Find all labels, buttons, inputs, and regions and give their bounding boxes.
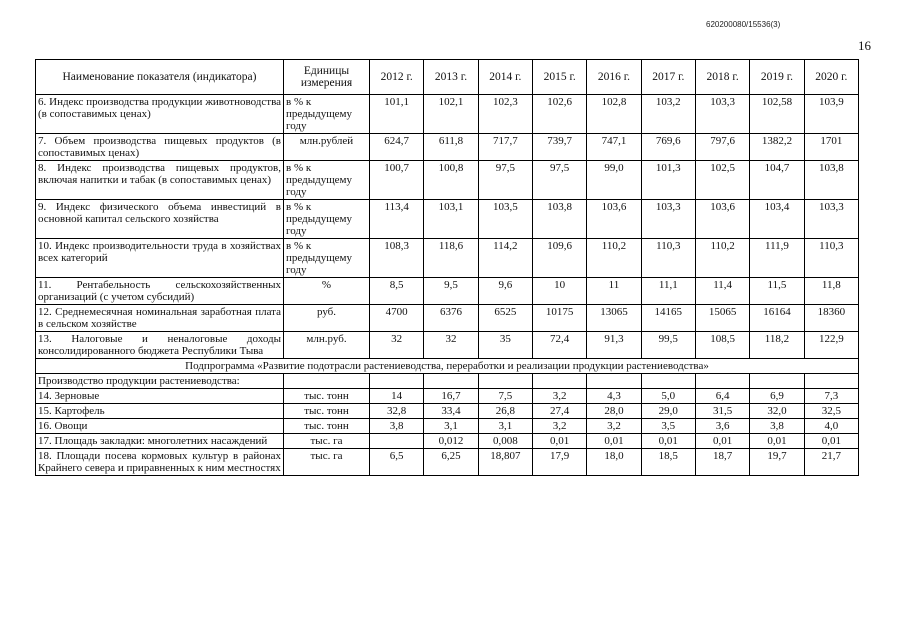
indicator-value: 114,2 — [478, 239, 532, 278]
indicator-value: 3,8 — [750, 419, 804, 434]
indicator-value: 15065 — [695, 305, 749, 332]
indicator-value: 1701 — [804, 134, 858, 161]
indicator-value: 110,3 — [641, 239, 695, 278]
indicator-value: 611,8 — [424, 134, 478, 161]
indicator-name: 6. Индекс производства продукции животноводства (в сопоставимых ценах) — [36, 95, 284, 134]
indicator-value: 32,5 — [804, 404, 858, 419]
indicator-value: 33,4 — [424, 404, 478, 419]
indicator-value: 26,8 — [478, 404, 532, 419]
indicator-value: 4,3 — [587, 389, 641, 404]
indicator-value: 769,6 — [641, 134, 695, 161]
table-row — [36, 332, 859, 359]
empty-cell — [641, 374, 695, 389]
header-name: Наименование показателя (индикатора) — [36, 60, 284, 95]
indicator-value: 0,012 — [424, 434, 478, 449]
indicator-value: 32 — [370, 332, 424, 359]
indicator-name: 10. Индекс производительности труда в хозяйствах всех категорий — [36, 239, 284, 278]
indicator-value: 109,6 — [532, 239, 586, 278]
indicator-value: 6,9 — [750, 389, 804, 404]
indicator-value: 122,9 — [804, 332, 858, 359]
indicator-value: 103,6 — [695, 200, 749, 239]
indicator-value: 102,6 — [532, 95, 586, 134]
indicator-name: 18. Площади посева кормовых культур в районах Крайнего севера и приравненных к ним местностях — [36, 449, 284, 476]
indicator-value: 6,4 — [695, 389, 749, 404]
indicator-value: 32,0 — [750, 404, 804, 419]
indicator-unit: тыс. га — [284, 449, 370, 476]
indicator-value: 5,0 — [641, 389, 695, 404]
indicator-value: 7,3 — [804, 389, 858, 404]
empty-cell — [370, 374, 424, 389]
indicator-name: 17. Площадь закладки: многолетних насаждений — [36, 434, 284, 449]
indicator-value: 27,4 — [532, 404, 586, 419]
indicator-name: 16. Овощи — [36, 419, 284, 434]
indicator-value: 11,1 — [641, 278, 695, 305]
header-year: 2015 г. — [532, 60, 586, 95]
table-row — [36, 95, 859, 134]
indicator-value: 103,9 — [804, 95, 858, 134]
indicator-value: 747,1 — [587, 134, 641, 161]
indicator-value: 103,3 — [804, 200, 858, 239]
empty-cell — [587, 374, 641, 389]
indicator-value: 3,6 — [695, 419, 749, 434]
indicator-value: 110,2 — [695, 239, 749, 278]
indicator-name: 11. Рентабельность сельскохозяйственных организаций (с учетом субсидий) — [36, 278, 284, 305]
indicator-unit: в % к предыдущему году — [284, 161, 370, 200]
table-row — [36, 305, 859, 332]
indicator-value: 110,2 — [587, 239, 641, 278]
header-year: 2014 г. — [478, 60, 532, 95]
table-row — [36, 161, 859, 200]
indicator-unit: в % к предыдущему году — [284, 200, 370, 239]
indicator-value: 6525 — [478, 305, 532, 332]
indicator-value: 101,1 — [370, 95, 424, 134]
indicator-value: 102,3 — [478, 95, 532, 134]
indicator-value: 118,6 — [424, 239, 478, 278]
indicator-value: 110,3 — [804, 239, 858, 278]
indicator-value: 103,6 — [587, 200, 641, 239]
indicators-table — [35, 59, 859, 476]
indicator-value: 103,3 — [641, 200, 695, 239]
table-row — [36, 404, 859, 419]
indicator-value: 797,6 — [695, 134, 749, 161]
indicator-unit: тыс. тонн — [284, 389, 370, 404]
table-row — [36, 389, 859, 404]
indicator-value: 16164 — [750, 305, 804, 332]
indicator-value: 29,0 — [641, 404, 695, 419]
indicator-value: 0,01 — [804, 434, 858, 449]
indicator-value: 4700 — [370, 305, 424, 332]
indicator-value: 3,5 — [641, 419, 695, 434]
indicator-value: 103,5 — [478, 200, 532, 239]
indicator-value: 14165 — [641, 305, 695, 332]
indicator-value: 0,01 — [587, 434, 641, 449]
indicator-value: 100,8 — [424, 161, 478, 200]
table-row — [36, 419, 859, 434]
indicator-value: 103,1 — [424, 200, 478, 239]
indicator-unit: в % к предыдущему году — [284, 239, 370, 278]
indicator-name: 14. Зерновые — [36, 389, 284, 404]
indicator-value: 18,5 — [641, 449, 695, 476]
indicator-value: 32 — [424, 332, 478, 359]
indicator-value: 72,4 — [532, 332, 586, 359]
indicator-value: 7,5 — [478, 389, 532, 404]
indicator-value: 108,3 — [370, 239, 424, 278]
indicator-value: 9,6 — [478, 278, 532, 305]
indicator-value: 103,2 — [641, 95, 695, 134]
indicator-value: 9,5 — [424, 278, 478, 305]
indicator-value: 16,7 — [424, 389, 478, 404]
indicator-value: 102,8 — [587, 95, 641, 134]
indicator-value: 10175 — [532, 305, 586, 332]
indicator-unit: тыс. тонн — [284, 419, 370, 434]
table-row — [36, 239, 859, 278]
indicator-value: 35 — [478, 332, 532, 359]
subsection-title: Производство продукции растениеводства: — [36, 374, 284, 389]
header-unit: Единицы измерения — [284, 60, 370, 95]
indicator-value: 0,01 — [695, 434, 749, 449]
indicator-value: 21,7 — [804, 449, 858, 476]
header-row — [36, 60, 859, 95]
header-year: 2018 г. — [695, 60, 749, 95]
indicator-value: 0,01 — [641, 434, 695, 449]
empty-cell — [478, 374, 532, 389]
indicator-unit: млн.руб. — [284, 332, 370, 359]
table-row — [36, 134, 859, 161]
indicator-value: 100,7 — [370, 161, 424, 200]
indicator-value: 11,5 — [750, 278, 804, 305]
subprogram-title: Подпрограмма «Развитие подотрасли растениеводства, переработки и реализации продукции растениеводства» — [36, 359, 859, 374]
empty-cell — [284, 374, 370, 389]
indicator-value: 6376 — [424, 305, 478, 332]
header-year: 2017 г. — [641, 60, 695, 95]
indicator-value: 18360 — [804, 305, 858, 332]
indicator-value: 739,7 — [532, 134, 586, 161]
indicator-value: 99,0 — [587, 161, 641, 200]
empty-cell — [750, 374, 804, 389]
indicator-name: 12. Среднемесячная номинальная заработная плата в сельском хозяйстве — [36, 305, 284, 332]
table-row — [36, 434, 859, 449]
indicator-value: 3,2 — [532, 389, 586, 404]
indicator-value: 103,3 — [695, 95, 749, 134]
indicator-value: 111,9 — [750, 239, 804, 278]
indicator-value: 103,4 — [750, 200, 804, 239]
header-year: 2012 г. — [370, 60, 424, 95]
indicator-value: 19,7 — [750, 449, 804, 476]
indicator-value: 8,5 — [370, 278, 424, 305]
indicator-value: 32,8 — [370, 404, 424, 419]
indicator-value: 102,58 — [750, 95, 804, 134]
indicator-value: 14 — [370, 389, 424, 404]
indicator-unit: % — [284, 278, 370, 305]
section-row — [36, 359, 859, 374]
indicator-value: 31,5 — [695, 404, 749, 419]
indicator-value: 0,008 — [478, 434, 532, 449]
indicator-value: 108,5 — [695, 332, 749, 359]
indicator-value: 118,2 — [750, 332, 804, 359]
empty-cell — [804, 374, 858, 389]
indicator-unit: млн.рублей — [284, 134, 370, 161]
indicator-value: 11,8 — [804, 278, 858, 305]
table-body — [36, 95, 859, 476]
indicator-value: 3,8 — [370, 419, 424, 434]
indicator-value: 6,5 — [370, 449, 424, 476]
indicator-value: 1382,2 — [750, 134, 804, 161]
indicator-value: 13065 — [587, 305, 641, 332]
indicator-value: 3,1 — [478, 419, 532, 434]
indicator-value: 3,2 — [587, 419, 641, 434]
indicator-value: 17,9 — [532, 449, 586, 476]
indicator-unit: тыс. тонн — [284, 404, 370, 419]
indicator-value — [370, 434, 424, 449]
header-year: 2016 г. — [587, 60, 641, 95]
indicator-value: 103,8 — [804, 161, 858, 200]
indicator-value: 18,0 — [587, 449, 641, 476]
indicator-value: 91,3 — [587, 332, 641, 359]
indicator-value: 18,7 — [695, 449, 749, 476]
indicator-value: 717,7 — [478, 134, 532, 161]
table-row — [36, 449, 859, 476]
indicator-value: 11 — [587, 278, 641, 305]
indicator-value: 3,1 — [424, 419, 478, 434]
document-id: 620200080/15536(3) — [706, 20, 781, 29]
indicator-value: 6,25 — [424, 449, 478, 476]
indicator-value: 0,01 — [750, 434, 804, 449]
indicator-value: 28,0 — [587, 404, 641, 419]
indicator-name: 7. Объем производства пищевых продуктов (в сопоставимых ценах) — [36, 134, 284, 161]
table-row — [36, 278, 859, 305]
indicator-value: 104,7 — [750, 161, 804, 200]
indicator-value: 4,0 — [804, 419, 858, 434]
empty-cell — [695, 374, 749, 389]
indicator-value: 3,2 — [532, 419, 586, 434]
header-year: 2020 г. — [804, 60, 858, 95]
page-number: 16 — [858, 38, 871, 53]
indicator-value: 101,3 — [641, 161, 695, 200]
indicator-value: 624,7 — [370, 134, 424, 161]
indicator-value: 102,5 — [695, 161, 749, 200]
indicator-value: 103,8 — [532, 200, 586, 239]
indicator-value: 18,807 — [478, 449, 532, 476]
indicator-value: 0,01 — [532, 434, 586, 449]
indicator-name: 13. Налоговые и неналоговые доходы консолидированного бюджета Республики Тыва — [36, 332, 284, 359]
indicator-value: 113,4 — [370, 200, 424, 239]
indicator-name: 9. Индекс физического объема инвестиций в основной капитал сельского хозяйства — [36, 200, 284, 239]
indicator-value: 102,1 — [424, 95, 478, 134]
indicator-value: 10 — [532, 278, 586, 305]
table-row — [36, 200, 859, 239]
header-year: 2019 г. — [750, 60, 804, 95]
subsection-row — [36, 374, 859, 389]
indicator-name: 8. Индекс производства пищевых продуктов, включая напитки и табак (в сопоставимых ценах) — [36, 161, 284, 200]
indicator-unit: руб. — [284, 305, 370, 332]
indicator-value: 97,5 — [532, 161, 586, 200]
indicator-name: 15. Картофель — [36, 404, 284, 419]
indicator-unit: тыс. га — [284, 434, 370, 449]
header-year: 2013 г. — [424, 60, 478, 95]
indicator-value: 99,5 — [641, 332, 695, 359]
empty-cell — [424, 374, 478, 389]
empty-cell — [532, 374, 586, 389]
indicator-unit: в % к предыдущему году — [284, 95, 370, 134]
indicator-value: 97,5 — [478, 161, 532, 200]
indicator-value: 11,4 — [695, 278, 749, 305]
